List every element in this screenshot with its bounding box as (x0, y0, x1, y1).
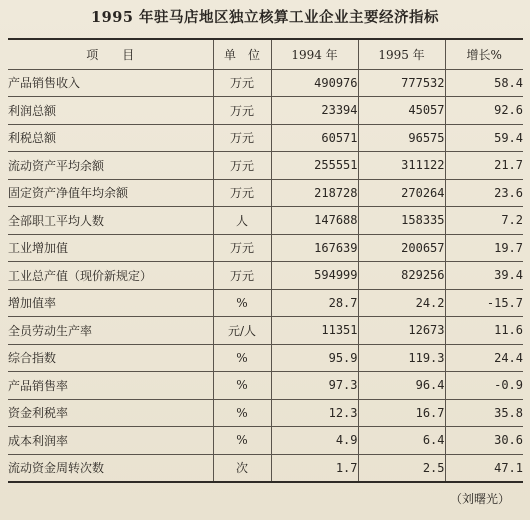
table-row (8, 152, 523, 180)
table-row (8, 207, 523, 235)
cell-1995: 45057 (358, 97, 445, 125)
cell-unit: % (213, 289, 271, 317)
cell-1994: 60571 (271, 124, 358, 152)
economic-indicators-table (8, 38, 523, 483)
cell-1994: 4.9 (271, 427, 358, 455)
table-title: 1995 年驻马店地区独立核算工业企业主要经济指标 (91, 9, 439, 26)
table-row (8, 427, 523, 455)
cell-1994: 23394 (271, 97, 358, 125)
cell-1995: 777532 (358, 69, 445, 97)
cell-1995: 96575 (358, 124, 445, 152)
cell-growth: 35.8 (445, 399, 523, 427)
header-unit: 单 位 (213, 39, 271, 69)
cell-1995: 16.7 (358, 399, 445, 427)
cell-1995: 270264 (358, 179, 445, 207)
cell-growth: 47.1 (445, 454, 523, 482)
cell-1994: 1.7 (271, 454, 358, 482)
cell-item: 成本利润率 (8, 427, 213, 455)
cell-1994: 12.3 (271, 399, 358, 427)
cell-growth: -0.9 (445, 372, 523, 400)
cell-unit: 万元 (213, 97, 271, 125)
cell-1995: 119.3 (358, 344, 445, 372)
table-row (8, 344, 523, 372)
cell-unit: 人 (213, 207, 271, 235)
table-row (8, 262, 523, 290)
cell-unit: 万元 (213, 262, 271, 290)
table-row (8, 289, 523, 317)
cell-1995: 2.5 (358, 454, 445, 482)
cell-1995: 200657 (358, 234, 445, 262)
table-row (8, 97, 523, 125)
cell-1994: 490976 (271, 69, 358, 97)
cell-item: 资金利税率 (8, 399, 213, 427)
cell-item: 综合指数 (8, 344, 213, 372)
cell-item: 固定资产净值年均余额 (8, 179, 213, 207)
cell-growth: 24.4 (445, 344, 523, 372)
table-row (8, 69, 523, 97)
table-row (8, 399, 523, 427)
cell-unit: 次 (213, 454, 271, 482)
cell-1994: 11351 (271, 317, 358, 345)
cell-unit: % (213, 399, 271, 427)
cell-1994: 218728 (271, 179, 358, 207)
cell-item: 利润总额 (8, 97, 213, 125)
cell-growth: 92.6 (445, 97, 523, 125)
cell-item: 流动资产平均余额 (8, 152, 213, 180)
cell-unit: 万元 (213, 179, 271, 207)
cell-item: 产品销售收入 (8, 69, 213, 97)
cell-growth: 58.4 (445, 69, 523, 97)
cell-1994: 147688 (271, 207, 358, 235)
table-row (8, 124, 523, 152)
cell-growth: 59.4 (445, 124, 523, 152)
cell-1995: 6.4 (358, 427, 445, 455)
table-row (8, 372, 523, 400)
cell-1994: 594999 (271, 262, 358, 290)
cell-1995: 311122 (358, 152, 445, 180)
cell-1994: 95.9 (271, 344, 358, 372)
cell-growth: 39.4 (445, 262, 523, 290)
cell-unit: % (213, 427, 271, 455)
cell-growth: 23.6 (445, 179, 523, 207)
header-1995: 1995 年 (358, 39, 445, 69)
cell-growth: 21.7 (445, 152, 523, 180)
cell-1994: 97.3 (271, 372, 358, 400)
cell-unit: 万元 (213, 69, 271, 97)
cell-unit: 元/人 (213, 317, 271, 345)
table-row (8, 454, 523, 482)
cell-unit: 万元 (213, 152, 271, 180)
cell-item: 流动资金周转次数 (8, 454, 213, 482)
cell-item: 全部职工平均人数 (8, 207, 213, 235)
table-header-row (8, 39, 523, 69)
cell-unit: % (213, 344, 271, 372)
cell-growth: 30.6 (445, 427, 523, 455)
table-row (8, 234, 523, 262)
cell-1995: 24.2 (358, 289, 445, 317)
cell-item: 工业增加值 (8, 234, 213, 262)
cell-item: 工业总产值（现价新规定） (8, 262, 213, 290)
cell-item: 产品销售率 (8, 372, 213, 400)
cell-growth: 11.6 (445, 317, 523, 345)
cell-unit: 万元 (213, 234, 271, 262)
cell-1995: 158335 (358, 207, 445, 235)
cell-unit: % (213, 372, 271, 400)
cell-1995: 96.4 (358, 372, 445, 400)
table-row (8, 317, 523, 345)
cell-1994: 255551 (271, 152, 358, 180)
author-credit: （刘曙光） (449, 492, 510, 506)
cell-1994: 167639 (271, 234, 358, 262)
header-growth: 增长% (445, 39, 523, 69)
cell-item: 增加值率 (8, 289, 213, 317)
cell-growth: 19.7 (445, 234, 523, 262)
cell-item: 利税总额 (8, 124, 213, 152)
table-row (8, 179, 523, 207)
cell-1994: 28.7 (271, 289, 358, 317)
header-1994: 1994 年 (271, 39, 358, 69)
cell-unit: 万元 (213, 124, 271, 152)
cell-1995: 12673 (358, 317, 445, 345)
cell-growth: -15.7 (445, 289, 523, 317)
cell-growth: 7.2 (445, 207, 523, 235)
cell-item: 全员劳动生产率 (8, 317, 213, 345)
header-item: 项 目 (8, 39, 213, 69)
cell-1995: 829256 (358, 262, 445, 290)
